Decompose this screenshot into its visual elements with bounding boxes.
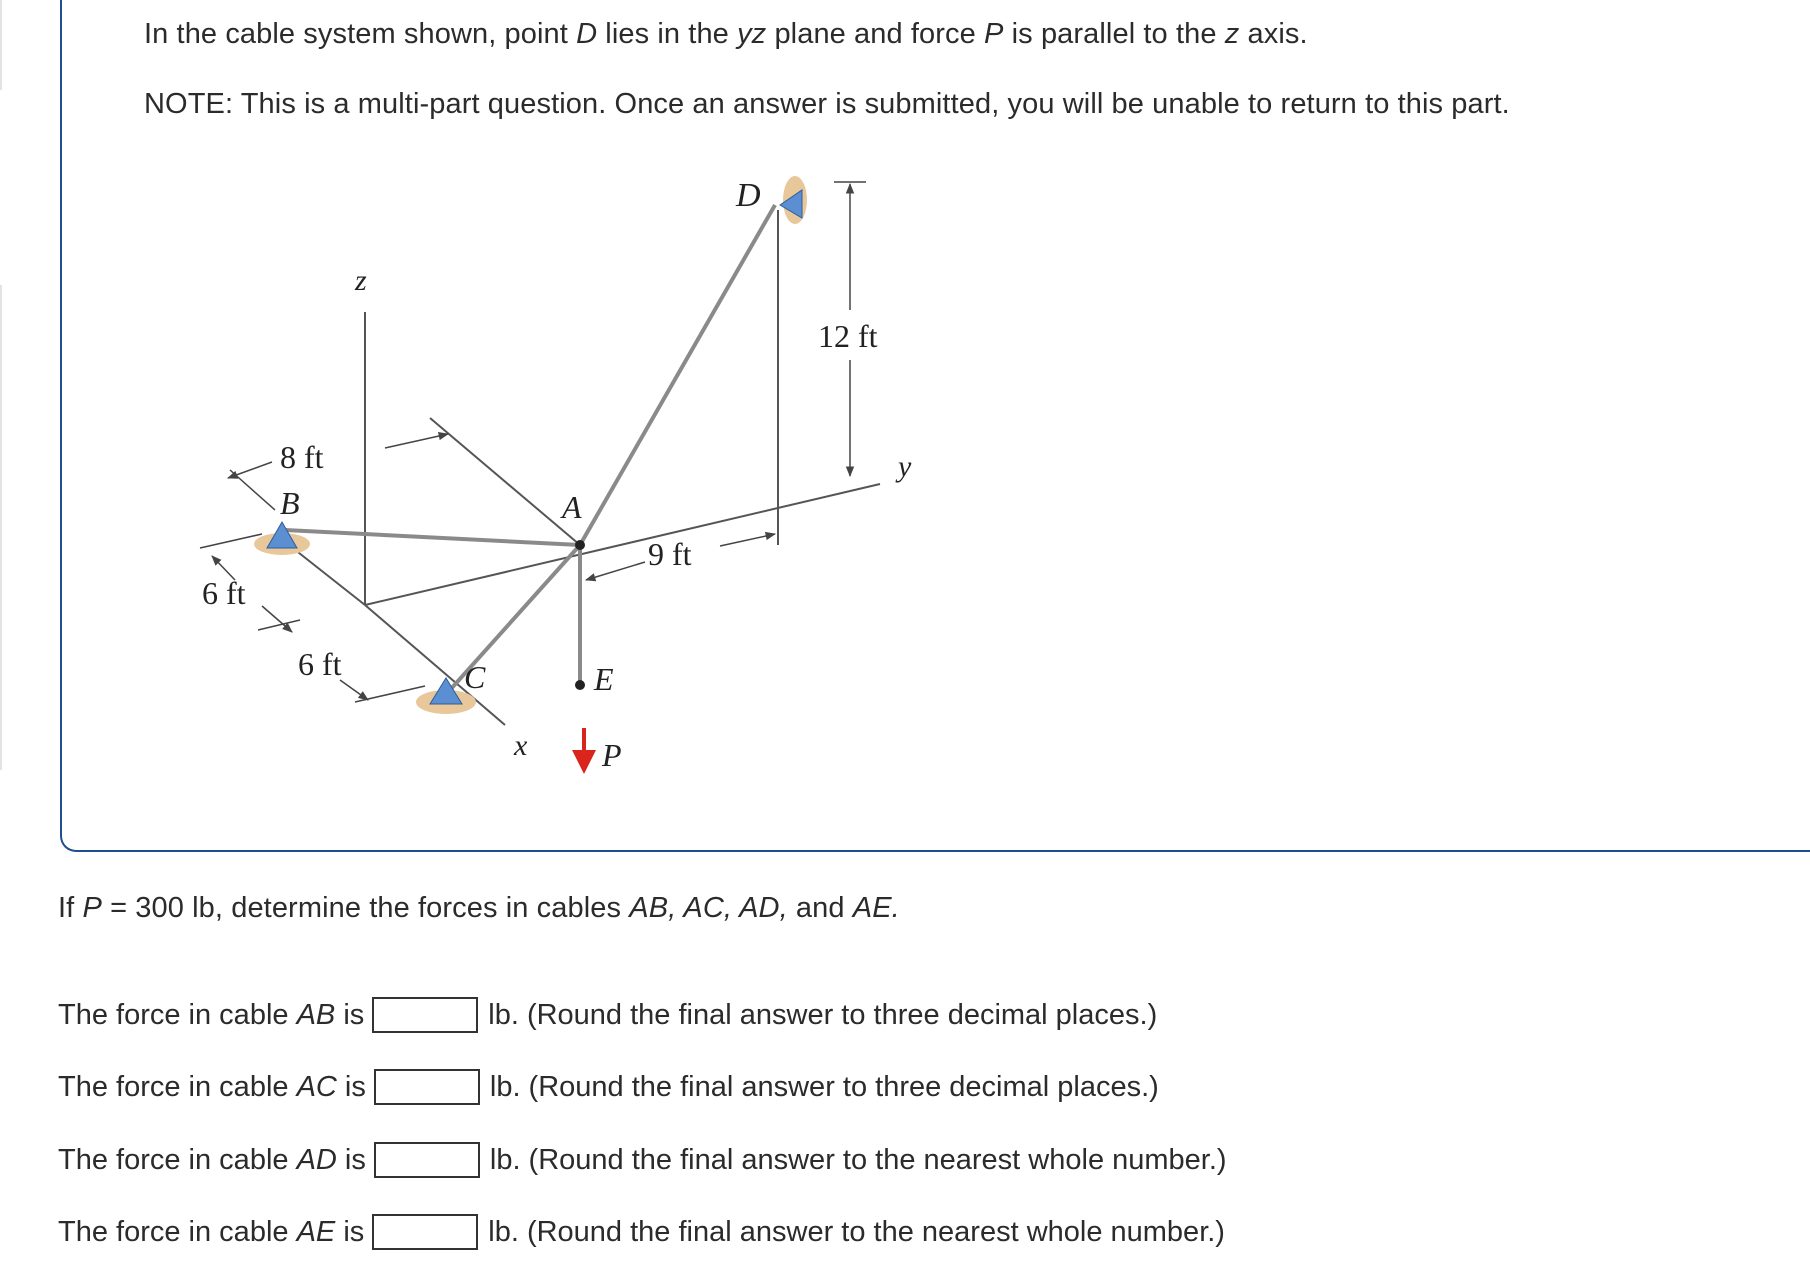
label-p: P [602,737,622,773]
intro-text-2: lies in the [597,18,738,50]
dim-9ft-left [586,562,645,580]
answer-prefix: The force in cable [58,998,297,1031]
force-ae-input[interactable] [372,1214,478,1250]
answer-label-ac [58,1071,366,1104]
answer-note-ad: lb. (Round the final answer to the nearest whole number.) [489,1143,1227,1176]
answer-prefix: The force in cable [58,1143,297,1176]
line-a-to-back [430,418,580,545]
dim-8ft-line-right [385,434,448,448]
intro-point-d: D [576,18,598,50]
question-p: P [82,892,102,924]
answer-suffix: is [335,998,365,1031]
label-8ft: 8 ft [280,439,324,475]
answer-cable-name: AC [296,1070,337,1103]
note-line: NOTE: This is a multi-part question. Once an answer is submitted, you will be unable to return to this part. [144,88,1510,120]
label-d: D [736,177,761,214]
answer-prefix: The force in cable [58,1070,297,1103]
question-text-2: = 300 lb, determine the forces in cables [101,892,630,924]
force-ab-input[interactable] [372,997,478,1033]
label-6ft-bottom: 6 ft [298,646,342,682]
force-ad-input[interactable] [374,1142,480,1178]
label-z: z [355,264,367,297]
label-y: y [898,450,912,483]
cable-system-figure [0,0,1000,800]
intro-text-3: plane and force [766,18,985,50]
intro-text-1: In the cable system shown, point [144,18,577,50]
question-text-3: and [787,892,853,924]
dim-8ft-line-left [228,462,272,478]
cable-ab [285,530,580,545]
answer-suffix: is [336,1143,366,1176]
dim-8ft-ext [230,470,275,510]
label-12ft: 12 ft [818,318,878,354]
dim-6ft-bottom-arrow [340,680,368,700]
answer-note-ae: lb. (Round the final answer to the nearest whole number.) [488,1215,1225,1248]
question-line [58,892,900,925]
question-cable-ae: AE. [852,892,900,924]
question-cables: AB, AC, AD, [629,892,788,924]
support-b [254,522,310,555]
intro-axis-z: z [1224,18,1240,50]
answer-label-ab [58,999,364,1032]
label-b: B [280,485,300,521]
answer-suffix: is [335,1215,365,1248]
answer-row-ac [58,1065,1159,1109]
point-e-dot [575,680,585,690]
intro-text-4: is parallel to the [1003,18,1225,50]
label-9ft: 9 ft [648,536,692,572]
answer-note-ac: lb. (Round the final answer to three decimal places.) [489,1070,1159,1103]
answer-note-ab: lb. (Round the final answer to three decimal places.) [488,998,1158,1031]
answer-row-ae [58,1210,1225,1254]
intro-force-p: P [984,18,1004,50]
answer-label-ae [58,1216,364,1249]
label-x: x [514,729,528,762]
answer-prefix: The force in cable [58,1215,297,1248]
dim-9ft-right [720,534,775,546]
y-axis [365,484,880,605]
dim-6ft-left-line [200,534,262,548]
force-ac-input[interactable] [374,1069,480,1105]
intro-text-5: axis. [1239,18,1308,50]
question-text-1: If [58,892,83,924]
point-a-dot [575,540,585,550]
cable-ad [580,205,775,545]
answer-row-ab [58,993,1157,1037]
answer-suffix: is [336,1070,366,1103]
label-c: C [464,659,486,695]
answer-row-ad [58,1138,1227,1182]
intro-plane: yz [737,18,767,50]
label-e: E [594,661,614,697]
answer-label-ad [58,1144,366,1177]
answer-cable-name: AE [296,1215,336,1248]
support-d [780,176,807,224]
answer-cable-name: AB [296,998,336,1031]
label-6ft-left: 6 ft [202,575,246,611]
answer-cable-name: AD [296,1143,337,1176]
dim-6ft-bottom-ext [355,686,425,702]
label-a: A [562,489,582,525]
